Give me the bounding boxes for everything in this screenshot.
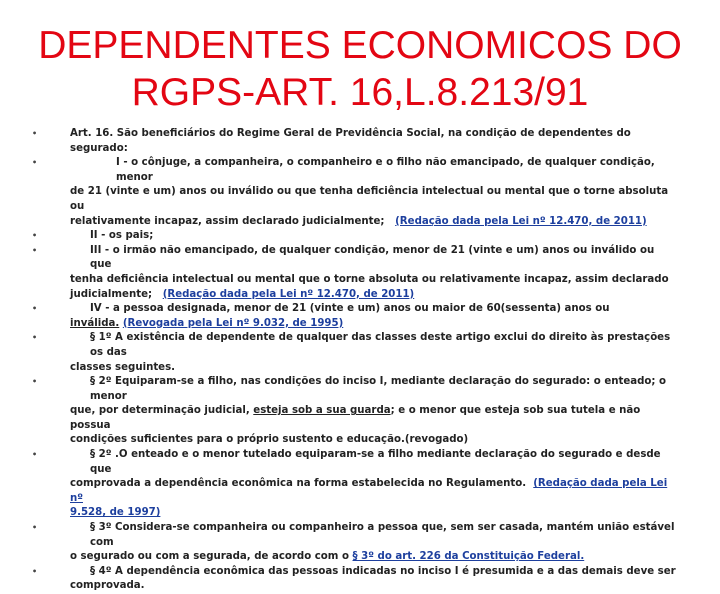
paragrafo-3-line: § 3º Considera-se companheira ou companheiro a pessoa que, sem ser casada, mantém união estável com: [90, 522, 675, 548]
list-item-paragrafo-2-revogado: [32, 375, 677, 448]
redacao-link[interactable]: (Redação dada pela Lei nº 12.470, de 2011): [162, 288, 415, 300]
title-line-1: DEPENDENTES ECONOMICOS DO: [38, 24, 682, 67]
list-item-inciso-3: [32, 244, 677, 302]
redacao-link[interactable]: (Redação dada pela Lei nº 12.470, de 2011): [395, 215, 647, 227]
inciso-1-line: relativamente incapaz, assim declarado judicialmente;: [70, 215, 385, 227]
bullet-icon: •: [32, 245, 38, 255]
inciso-1-line: de 21 (vinte e um) anos ou inválido ou que tenha deficiência intelectual ou mental que o torne absoluta ou: [70, 186, 669, 212]
bullet-icon: •: [32, 450, 38, 460]
inciso-4-line: IV - a pessoa designada, menor de 21 (vinte e um) anos ou maior de 60(sessenta) anos ou: [90, 303, 610, 315]
bullet-icon: •: [32, 377, 38, 387]
bullet-icon: •: [32, 304, 38, 314]
paragrafo-2-line: § 2º Equiparam-se a filho, nas condições do inciso I, mediante declaração do segurado: o enteado; o menor: [90, 376, 667, 402]
paragrafo-2-line: condições suficientes para o próprio sustento e educação.(revogado): [70, 434, 469, 446]
list-item-paragrafo-1: [32, 331, 677, 375]
paragrafo-3-line: o segurado ou com a segurada, de acordo com o: [70, 551, 349, 563]
list-item-inciso-4: [32, 302, 677, 331]
bullet-icon: •: [32, 129, 38, 138]
inciso-3-line: tenha deficiência intelectual ou mental que o torne absoluta ou relativamente incapaz, assim declarado: [70, 273, 669, 285]
redacao-link[interactable]: 9.528, de 1997): [70, 507, 161, 519]
bullet-icon: •: [32, 333, 38, 343]
list-item-paragrafo-3: [32, 521, 677, 565]
redacao-link[interactable]: (Redação dada pela Lei nº: [70, 478, 668, 504]
list-item-paragrafo-4: [32, 565, 677, 594]
inciso-4-line: inválida.: [70, 317, 120, 329]
inciso-2-line: II - os pais;: [90, 230, 154, 242]
paragrafo-4-line: comprovada.: [70, 580, 145, 592]
slide-title: [0, 22, 720, 116]
article-list: [32, 127, 677, 594]
revogada-link[interactable]: (Revogada pela Lei nº 9.032, de 1995): [122, 317, 344, 329]
paragrafo-2-underlined: esteja sob a sua guarda: [253, 405, 391, 417]
paragrafo-2b-line: § 2º .O enteado e o menor tutelado equiparam-se a filho mediante declaração do segurado e desde que: [90, 449, 661, 475]
list-item-paragrafo-2-atual: [32, 448, 677, 521]
list-item-inciso-1: [32, 156, 677, 229]
bullet-icon: •: [32, 158, 38, 168]
paragrafo-1-line: § 1º A existência de dependente de qualquer das classes deste artigo exclui do direito às prestações os das: [90, 332, 671, 358]
title-line-2: RGPS-ART. 16,L.8.213/91: [131, 71, 589, 114]
inciso-1-line: I - o cônjuge, a companheira, o companheiro e o filho não emancipado, de qualquer condição, menor: [116, 157, 655, 183]
art-caput: Art. 16. São beneficiários do Regime Geral de Previdência Social, na condição de dependentes do segurado:: [70, 128, 631, 154]
bullet-icon: •: [32, 523, 38, 533]
list-item-art: [32, 127, 677, 156]
constituicao-link[interactable]: § 3º do art. 226 da Constituição Federal.: [352, 551, 585, 563]
inciso-3-line: III - o irmão não emancipado, de qualquer condição, menor de 21 (vinte e um) anos ou inválido ou que: [90, 244, 655, 271]
paragrafo-1-line: classes seguintes.: [70, 361, 176, 373]
paragrafo-2-line: ; e o menor que esteja sob sua tutela e não possua: [70, 405, 641, 431]
list-item-inciso-2: [32, 229, 677, 244]
bullet-icon: •: [32, 231, 38, 241]
bullet-icon: •: [32, 566, 38, 576]
paragrafo-4-line: § 4º A dependência econômica das pessoas indicadas no inciso I é presumida e a das demais deve ser: [90, 565, 676, 577]
paragrafo-2-line: que, por determinação judicial,: [70, 405, 250, 417]
inciso-3-line: judicialmente;: [70, 288, 153, 300]
paragrafo-2b-line: comprovada a dependência econômica na forma estabelecida no Regulamento.: [70, 478, 527, 490]
